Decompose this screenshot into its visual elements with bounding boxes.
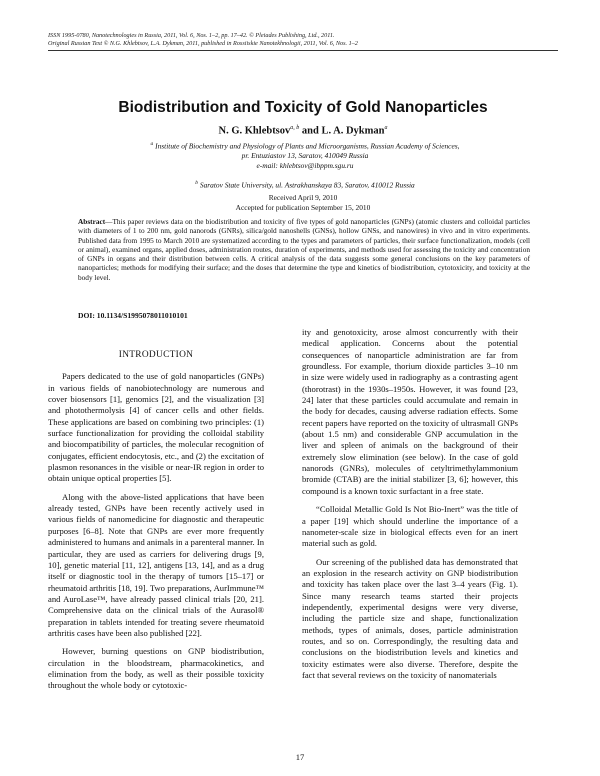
accepted-date: Accepted for publication September 15, 2010 bbox=[235, 202, 371, 212]
author-line bbox=[48, 125, 558, 137]
paragraph: However, burning questions on GNP biodistribution, circulation in the bloodstream, pharmacokinetics, and elimination from the body, as well as their possible toxicity throughout the whole body or cytotoxic- bbox=[48, 646, 264, 691]
paragraph: ity and genotoxicity, arose almost concurrently with their medical application. Concerns about the potential consequences of nanoparticle administration are far from groundless. For example, thorium dioxide particles 3–10 nm in size were widely used in radiography as a contrasting agent (thorotrast) in the 1930s–1950s. However, it was found [23, 24] later that these particles could accumulate and remain in the body for decades, causing adverse radiation effects. Some recent papers have reported on the toxicity of ultrasmall GNPs (about 1.5 nm) and considerable GNP accumulation in the liver and spleen of animals on the background of their extremely slow elimination (see below). In the case of gold nanorods (GNRs), molecules of cetyltrimethylammonium bromide (CTAB) are the initial stabilizer [3, 6]; however, this compound is a known toxic surfactant in a free state. bbox=[302, 327, 518, 496]
affiliation-text: Saratov State University, ul. Astrakhanskaya 83, Saratov, 410012 Russia bbox=[199, 180, 415, 190]
paragraph: Papers dedicated to the use of gold nanoparticles (GNPs) in various fields of nanobiotechnology are numerous and cover biosensors [1], genomics [2], and the visualization [3] and photothermolysis [4] of cancer cells and other fields. These applications are based on combining two principles: (1) surface functionalization for providing the colloidal stability and biocompatibility of particles, the molecular recognition of conjugates, efficient endocytosis, etc., and (2) the excitation of plasmon resonances in the visible or near-IR region in order to obtain unique optical properties [5]. bbox=[48, 371, 264, 484]
abstract-label: Abstract bbox=[78, 217, 106, 226]
author-affiliation-mark: a, b bbox=[290, 125, 300, 131]
author-name: N. G. Khlebtsov bbox=[218, 125, 291, 137]
affiliation-text: Institute of Biochemistry and Physiology of Plants and Microorganisms, Russian Academy of Sciences, bbox=[155, 141, 460, 151]
affiliation-mark: b bbox=[195, 180, 199, 186]
page-number: 17 bbox=[295, 752, 305, 762]
affiliation-b bbox=[70, 179, 540, 190]
journal-citation-line: ISSN 1995-0780, Nanotechnologies in Russia, 2011, Vol. 6, Nos. 1–2, pp. 17–42. © Pleiades Publishing, Ltd., 2011. bbox=[48, 32, 335, 39]
abstract bbox=[78, 217, 530, 282]
doi[interactable]: DOI: 10.1134/S1995078011010101 bbox=[78, 311, 188, 320]
affiliation-a-line1 bbox=[70, 140, 540, 151]
received-date: Received April 9, 2010 bbox=[268, 193, 338, 202]
dates-block bbox=[48, 193, 558, 212]
abstract-text: —This paper reviews data on the biodistribution and toxicity of five types of gold nanoparticles (GNPs) (atomic clusters and colloidal particles with diameters of 1 to 200 nm, gold nanorods (GNRs), silica/gold nanoshells (GNSs), hollow GNSs, and nanowires) in vivo and in vitro experiments. Published data from 1995 to March 2010 are systematized according to the types and parameters of particles, their surface functionalization, models (cell or animal), examined organs, applied doses, administration routes, duration of experiments, and methods used for assessing the toxicity and concentration of GNPs in organs and their distribution between cells. A critical analysis of the data suggests some general conclusions on the key parameters of nanoparticles; methods for modifying their surface; and the doses that determine the type and kinetics of biodistribution, cytotoxicity, and toxicity at the body level. bbox=[78, 217, 530, 282]
left-column bbox=[48, 336, 264, 699]
affiliation-a-line2: pr. Entuziastov 13, Saratov, 410049 Russia bbox=[241, 151, 369, 161]
affiliation-email[interactable]: e-mail: khlebtsov@ibppm.sgu.ru bbox=[256, 160, 354, 170]
header-divider bbox=[48, 50, 558, 51]
affiliation-a bbox=[70, 140, 540, 170]
author-conjunction: and bbox=[299, 125, 322, 137]
paragraph: Along with the above-listed applications that have been already tested, GNPs have been recently actively used in various fields of nanomedicine for diagnostic and therapeutic purposes [6–8]. Note that GNPs are ever more frequently administered to humans and animals in a parenteral manner. In particular, they are used as carriers for delivering drugs [9, 10], genetic material [11, 12], antigens [13, 14], and as a drug itself or diagnostic tool in the therapy of tumors [15–17] or rheumatoid arthritis [18, 19]. Two preparations, AurImmune™ and AuroLase™, have already passed clinical trials [20, 21]. Comprehensive data on the clinical trials of the Aurasol® preparation in tablets intended for treating severe rheumatoid arthritis cases have been also published [22]. bbox=[48, 491, 264, 638]
paragraph: Our screening of the published data has demonstrated that an explosion in the research activity on GNP biodistribution and toxicity has taken place over the last 3–4 years (Fig. 1). Since many research teams started their projects independently, experimental designs were very diverse, including the particle size and shape, functionalization methods, types of animals, doses, particle administration routes, and so on. Correspondingly, the resulting data and conclusions on the biodistribution levels and kinetics and toxicity estimates were also diverse. Therefore, despite the fact that several reviews on the toxicity of nanomaterials bbox=[302, 556, 518, 680]
journal-header bbox=[48, 32, 558, 48]
section-heading: INTRODUCTION bbox=[118, 350, 194, 360]
author-affiliation-mark: a bbox=[384, 125, 388, 131]
right-column bbox=[302, 327, 518, 688]
original-text-line: Original Russian Text © N.G. Khlebtsov, L.A. Dykman, 2011, published in Rossiiskie Nanotekhnologii, 2011, Vol. 6, Nos. 1–2 bbox=[48, 40, 358, 47]
affiliation-mark: a bbox=[150, 141, 154, 147]
paper-title: Biodistribution and Toxicity of Gold Nanoparticles bbox=[118, 99, 488, 116]
paragraph: “Colloidal Metallic Gold Is Not Bio-Inert” was the title of a paper [19] which should underline the importance of a nanometer-scale size in biological effects even for an inert material such as gold. bbox=[302, 504, 518, 549]
author-name: L. A. Dykman bbox=[321, 125, 385, 137]
